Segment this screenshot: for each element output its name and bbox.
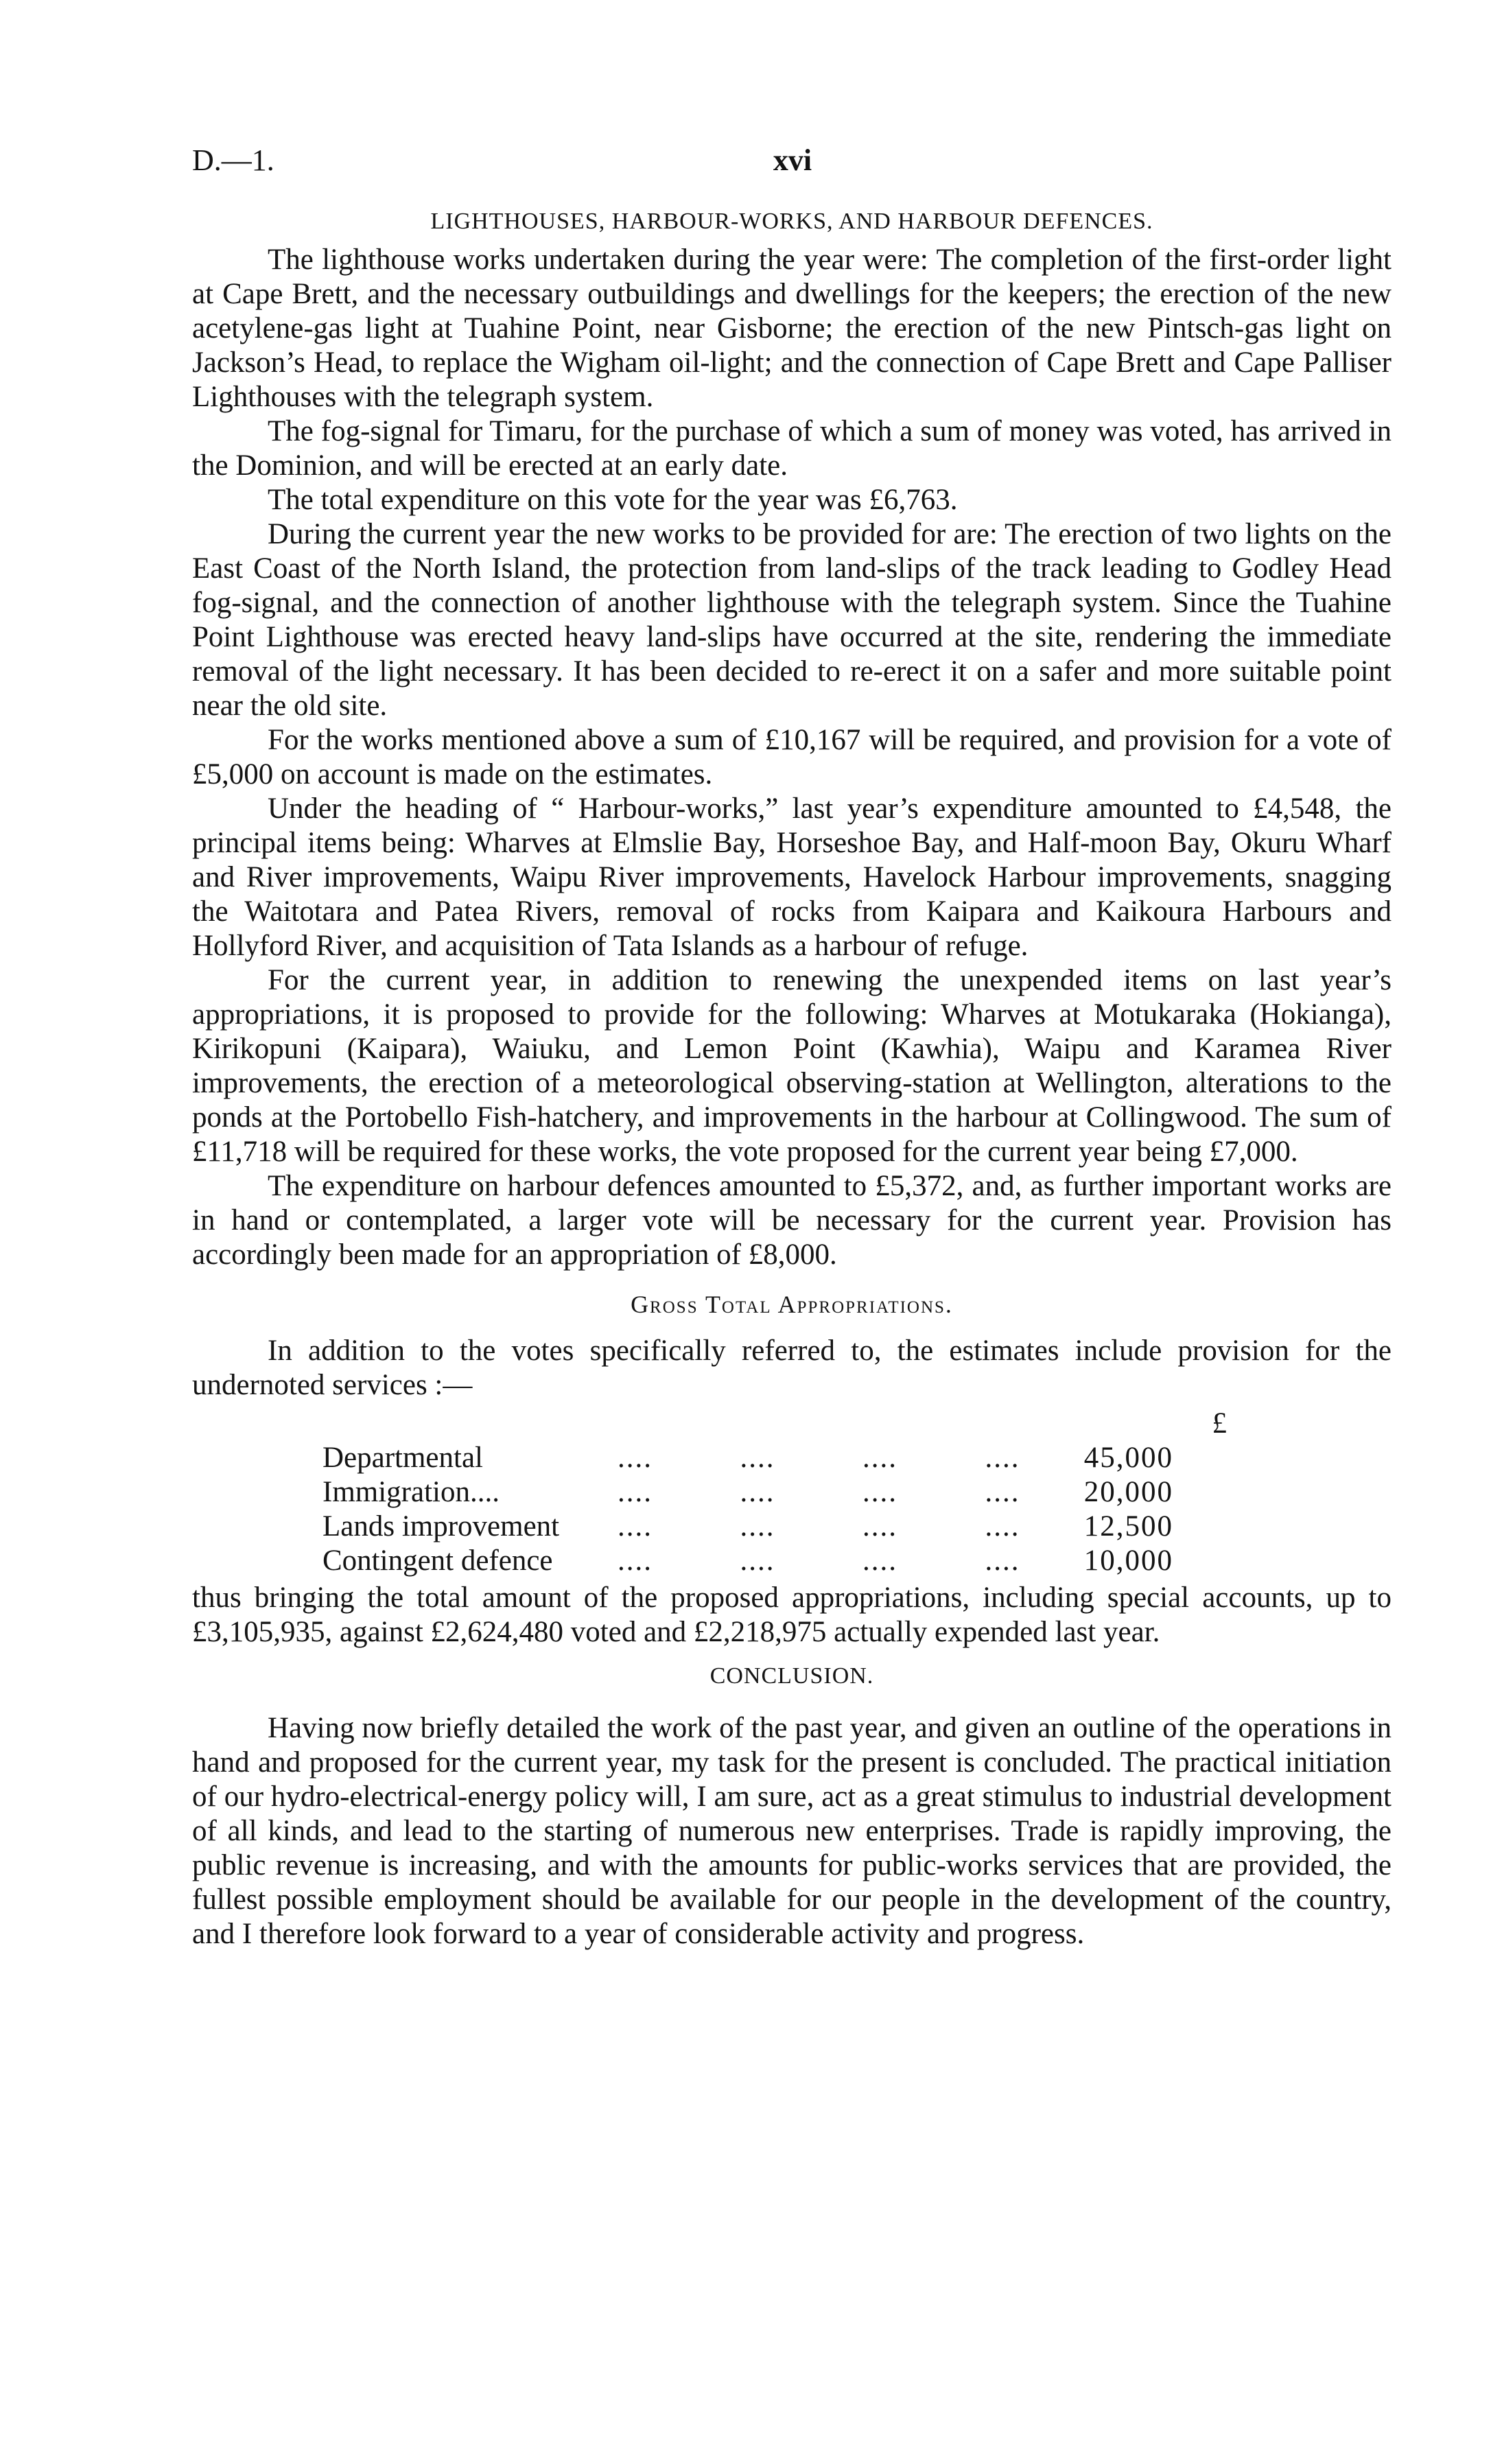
paragraph-continuation: thus bringing the total amount of the proposed appropriations, including special accounts, up to £3,105,935, against £2,624,480 voted and £2,218,975 actually expended last year. xyxy=(192,1582,1392,1648)
paragraph: For the current year, in addition to renewing the unexpended items on last year’s appropriations, it is proposed to provide for the following: Wharves at Motukaraka (Hokianga), Kirikopuni (Kaipara), Waiuku, and Lemon Point (Kawhia), Waipu and Karamea River improvements, the erection of a meteorological observing-station at Wellington, alterations to the ponds at the Portobello Fish-hatchery, and improvements in the harbour at Collingwood. The sum of £11,718 will be required for these works, the vote proposed for the current year being £7,000. xyxy=(192,964,1392,1168)
section-heading-conclusion: CONCLUSION. xyxy=(709,1663,874,1689)
paragraph: The total expenditure on this vote for the year was £6,763. xyxy=(268,484,958,516)
row-label: Immigration.... xyxy=(322,1476,500,1508)
paragraph: For the works mentioned above a sum of £10,167 will be required, and provision for a vote of £5,000 on account is made on the estimates. xyxy=(192,724,1392,790)
row-label: Departmental xyxy=(322,1442,484,1474)
paragraph: The lighthouse works undertaken during the year were: The completion of the first-order light at Cape Brett, and the necessary outbuildings and dwellings for the keepers; the erection of the new acetylene-gas light at Tuahine Point, near Gisborne; the erection of the new Pintsch-gas light on Jackson’s Head, to replace the Wigham oil-light; and the connection of Cape Brett and Cape Palliser Lighthouses with the telegraph system. xyxy=(192,244,1392,413)
paragraph: Under the heading of “ Harbour-works,” last year’s expenditure amounted to £4,548, the principal items being: Wharves at Elmslie Bay, Horseshoe Bay, and Half-moon Bay, Okuru Wharf and River improvements, Waipu River improvements, Havelock Harbour improvements, snagging the Waitotara and Patea Rivers, removal of rocks from Kaipara and Kaikoura Harbours and Hollyford River, and acquisition of Tata Islands as a harbour of refuge. xyxy=(192,793,1392,962)
paragraph: The expenditure on harbour defences amounted to £5,372, and, as further important works are in hand or contemplated, a larger vote will be necessary for the current year. Provision has accordingly been made for an appropriation of £8,000. xyxy=(192,1170,1392,1271)
page-number: xvi xyxy=(773,143,812,177)
row-amount: 20,000 xyxy=(1083,1476,1173,1508)
appropriations-table xyxy=(192,1407,1392,1578)
row-amount: 10,000 xyxy=(1083,1545,1173,1577)
page-body xyxy=(192,204,1392,1951)
section-heading-lighthouses: LIGHTHOUSES, HARBOUR-WORKS, AND HARBOUR DEFENCES. xyxy=(430,209,1153,234)
table-row xyxy=(192,1510,1392,1544)
row-leader-dots: .... .... .... .... xyxy=(618,1545,1020,1577)
row-amount: 12,500 xyxy=(1083,1510,1173,1542)
document-reference: D.—1. xyxy=(192,143,274,177)
table-row xyxy=(192,1441,1392,1475)
row-leader-dots: .... .... .... .... xyxy=(618,1476,1020,1508)
paragraph: The fog-signal for Timaru, for the purchase of which a sum of money was voted, has arrived in the Dominion, and will be erected at an early date. xyxy=(192,415,1392,482)
section-heading-appropriations: Gross Total Appropriations. xyxy=(631,1291,953,1318)
paragraph: In addition to the votes specifically referred to, the estimates include provision for the undernoted services :— xyxy=(192,1335,1392,1401)
page-header xyxy=(192,143,1393,184)
row-leader-dots: .... .... .... .... xyxy=(618,1510,1020,1542)
paragraph: Having now briefly detailed the work of the past year, and given an outline of the operations in hand and proposed for the current year, my task for the present is concluded. The practical initiation of our hydro-electrical-energy policy will, I am sure, act as a great stimulus to industrial development of all kinds, and lead to the starting of numerous new enterprises. Trade is rapidly improving, the public revenue is increasing, and with the amounts for public-works services that are provided, the fullest possible employment should be available for our people in the development of the country, and I therefore look forward to a year of considerable activity and progress. xyxy=(192,1712,1392,1950)
paragraph: During the current year the new works to be provided for are: The erection of two lights on the East Coast of the North Island, the protection from land-slips of the track leading to Godley Head fog-signal, and the connection of another lighthouse with the telegraph system. Since the Tuahine Point Lighthouse was erected heavy land-slips have occurred at the site, rendering the immediate removal of the light necessary. It has been decided to re-erect it on a safer and more suitable point near the old site. xyxy=(192,518,1392,722)
currency-header: £ xyxy=(1212,1407,1227,1440)
row-amount: 45,000 xyxy=(1083,1442,1173,1474)
table-row xyxy=(192,1544,1392,1578)
row-leader-dots: .... .... .... .... xyxy=(618,1442,1020,1474)
row-label: Contingent defence xyxy=(322,1545,553,1577)
row-label: Lands improvement xyxy=(322,1510,560,1542)
table-row xyxy=(192,1475,1392,1510)
